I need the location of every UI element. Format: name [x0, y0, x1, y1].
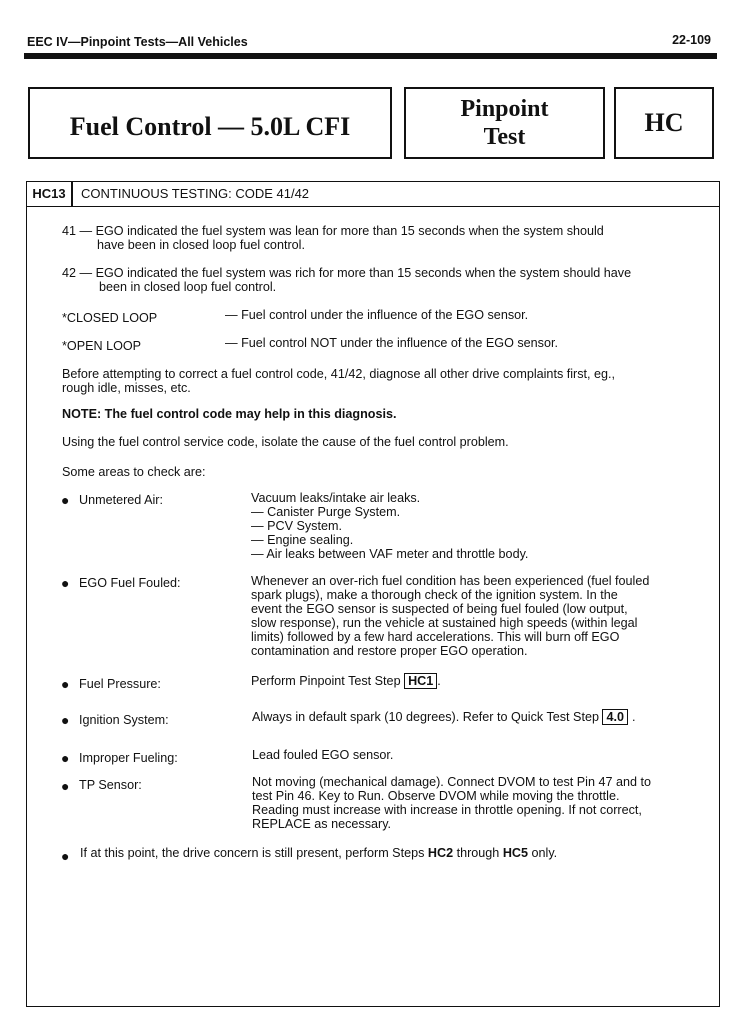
- tp-sensor-line: Not moving (mechanical damage). Connect DVOM to test Pin 47 and to: [252, 775, 651, 789]
- bullet-icon: ●: [61, 492, 70, 508]
- tp-sensor-line: Reading must increase with increase in throttle opening. If not correct,: [252, 803, 642, 817]
- unmetered-air-line: — Canister Purge System.: [251, 505, 401, 519]
- test-code-box: [614, 87, 714, 159]
- test-title-box: [28, 87, 392, 159]
- unmetered-air-line: — Engine sealing.: [251, 533, 354, 547]
- final-step-hc5: HC5: [502, 846, 529, 860]
- note: NOTE: The fuel control code may help in this diagnosis.: [62, 407, 397, 421]
- bullet-icon: ●: [61, 750, 70, 766]
- bullet-icon: ●: [61, 676, 70, 692]
- step-header: [27, 182, 719, 207]
- test-label: Test: [483, 124, 526, 150]
- ego-fuel-fouled-line: event the EGO sensor is suspected of being fuel fouled (low output,: [251, 602, 628, 616]
- bullet-icon: ●: [61, 778, 70, 794]
- test-step-frame: [26, 181, 720, 1007]
- bullet-icon: ●: [61, 712, 70, 728]
- ignition-end: .: [631, 710, 636, 724]
- ignition-system-label: Ignition System:: [79, 713, 169, 727]
- unmetered-air-line: — Air leaks between VAF meter and throttle body.: [251, 547, 529, 561]
- test-code: HC: [644, 108, 684, 137]
- header-rule: [24, 53, 717, 59]
- ignition-system-text: [252, 709, 635, 725]
- ego-fuel-fouled-line: Whenever an over-rich fuel condition has been experienced (fuel fouled: [251, 574, 650, 588]
- pinpoint-label: Pinpoint: [460, 96, 549, 122]
- step-ref-hc1: HC1: [404, 673, 437, 689]
- code-42-line1: 42 — EGO indicated the fuel system was rich for more than 15 seconds when the system should have: [62, 266, 632, 280]
- ego-fuel-fouled-line: slow response), run the vehicle at sustained high speeds (within legal: [251, 616, 638, 630]
- fuel-pressure-label: Fuel Pressure:: [79, 677, 161, 691]
- step-ref-4-0: 4.0: [602, 709, 628, 725]
- closed-loop-def: — Fuel control under the influence of the EGO sensor.: [225, 308, 529, 322]
- unmetered-air-line: — PCV System.: [251, 519, 342, 533]
- final-instruction: [80, 846, 557, 860]
- step-id: HC13: [27, 182, 73, 206]
- final-pre: If at this point, the drive concern is still present, perform Steps: [80, 846, 425, 860]
- final-step-hc2: HC2: [427, 846, 454, 860]
- unmetered-air-label: Unmetered Air:: [79, 493, 163, 507]
- ego-fuel-fouled-line: contamination and restore proper EGO operation.: [251, 644, 528, 658]
- step-title: CONTINUOUS TESTING: CODE 41/42: [81, 186, 310, 201]
- improper-fueling-label: Improper Fueling:: [79, 751, 178, 765]
- unmetered-air-line: Vacuum leaks/intake air leaks.: [251, 491, 421, 505]
- code-41-line1: 41 — EGO indicated the fuel system was lean for more than 15 seconds when the system should: [62, 224, 604, 238]
- open-loop-def: — Fuel control NOT under the influence of the EGO sensor.: [225, 336, 558, 350]
- ignition-instruction: Always in default spark (10 degrees). Refer to Quick Test Step: [252, 710, 599, 724]
- pinpoint-test-box: [404, 87, 605, 159]
- tp-sensor-line: REPLACE as necessary.: [252, 817, 392, 831]
- ego-fuel-fouled-line: spark plugs), make a thorough check of the ignition system. In the: [251, 588, 618, 602]
- bullet-icon: ●: [61, 575, 70, 591]
- page-number: 22-109: [672, 33, 711, 47]
- final-mid: through: [456, 846, 500, 860]
- fuel-pressure-instruction: Perform Pinpoint Test Step: [251, 674, 401, 688]
- page-header-title: EEC IV—Pinpoint Tests—All Vehicles: [27, 35, 248, 49]
- ego-fuel-fouled-line: limits) followed by a few hard accelerations. This will burn off EGO: [251, 630, 620, 644]
- before-paragraph-line1: Before attempting to correct a fuel control code, 41/42, diagnose all other drive complaints first, eg.,: [62, 367, 616, 381]
- fuel-pressure-end: .: [437, 674, 441, 688]
- test-title: Fuel Control — 5.0L CFI: [69, 112, 351, 141]
- open-loop-term: *OPEN LOOP: [62, 339, 142, 353]
- closed-loop-term: *CLOSED LOOP: [62, 311, 158, 325]
- code-41-line2: have been in closed loop fuel control.: [97, 238, 305, 252]
- areas-intro: Some areas to check are:: [62, 465, 206, 479]
- improper-fueling-text: Lead fouled EGO sensor.: [252, 748, 394, 762]
- final-post: only.: [531, 846, 558, 860]
- tp-sensor-label: TP Sensor:: [79, 778, 142, 792]
- bullet-icon: ●: [61, 848, 70, 864]
- fuel-pressure-text: [251, 673, 441, 689]
- before-paragraph-line2: rough idle, misses, etc.: [62, 381, 191, 395]
- using-paragraph: Using the fuel control service code, isolate the cause of the fuel control problem.: [62, 435, 509, 449]
- tp-sensor-line: test Pin 46. Key to Run. Observe DVOM while moving the throttle.: [252, 789, 620, 803]
- code-42-line2: been in closed loop fuel control.: [99, 280, 277, 294]
- ego-fuel-fouled-label: EGO Fuel Fouled:: [79, 576, 181, 590]
